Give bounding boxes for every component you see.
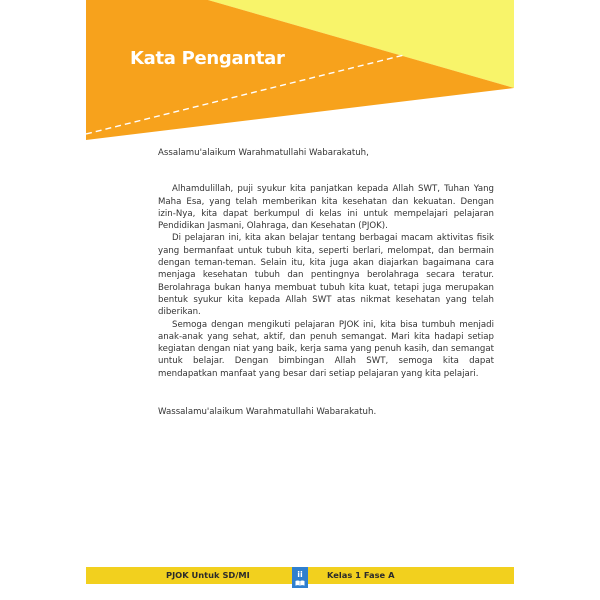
open-book-icon <box>295 580 305 586</box>
footer-class-label: Kelas 1 Fase A <box>327 570 395 580</box>
footer-bar <box>86 567 514 584</box>
closing-text: Wassalamu'alaikum Warahmatullahi Wabarakatuh. <box>158 407 377 418</box>
paragraph: Di pelajaran ini, kita akan belajar tentang berbagai macam aktivitas fisik yang bermanfaat untuk tubuh kita, seperti berlari, melompat, dan bermain dengan teman-teman. Selain itu, kita juga akan diajarkan bagaimana cara menjaga kesehatan tubuh dan pentingnya berolahraga secara teratur. Berolahraga bukan hanya membuat tubuh kita kuat, tetapi juga merupakan bentuk syukur kita kepada Allah SWT atas nikmat kesehatan yang telah diberikan. <box>158 233 494 318</box>
foreword-text <box>158 147 494 418</box>
header-decoration <box>86 0 514 140</box>
page-title: Kata Pengantar <box>130 48 285 69</box>
paragraph: Semoga dengan mengikuti pelajaran PJOK ini, kita bisa tumbuh menjadi anak-anak yang sehat, aktif, dan penuh semangat. Mari kita hadapi setiap kegiatan dengan niat yang baik, kerja sama yang penuh kasih, dan semangat untuk belajar. Dengan bimbingan Allah SWT, semoga kita dapat mendapatkan manfaat yang besar dari setiap pelajaran yang kita pelajari. <box>158 319 494 379</box>
page-number-badge <box>292 567 308 588</box>
greeting-text: Assalamu'alaikum Warahmatullahi Wabarakatuh, <box>158 148 369 158</box>
footer-book-title: PJOK Untuk SD/MI <box>166 570 250 580</box>
document-page <box>86 0 514 600</box>
paragraph: Alhamdulillah, puji syukur kita panjatkan kepada Allah SWT, Tuhan Yang Maha Esa, yang telah memberikan kita kesehatan dan kekuatan. Dengan izin-Nya, kita dapat berkumpul di kelas ini untuk mempelajari pelajaran Pendidikan Jasmani, Olahraga, dan Kesehatan (PJOK). <box>158 184 494 232</box>
page-number: ii <box>297 570 303 579</box>
